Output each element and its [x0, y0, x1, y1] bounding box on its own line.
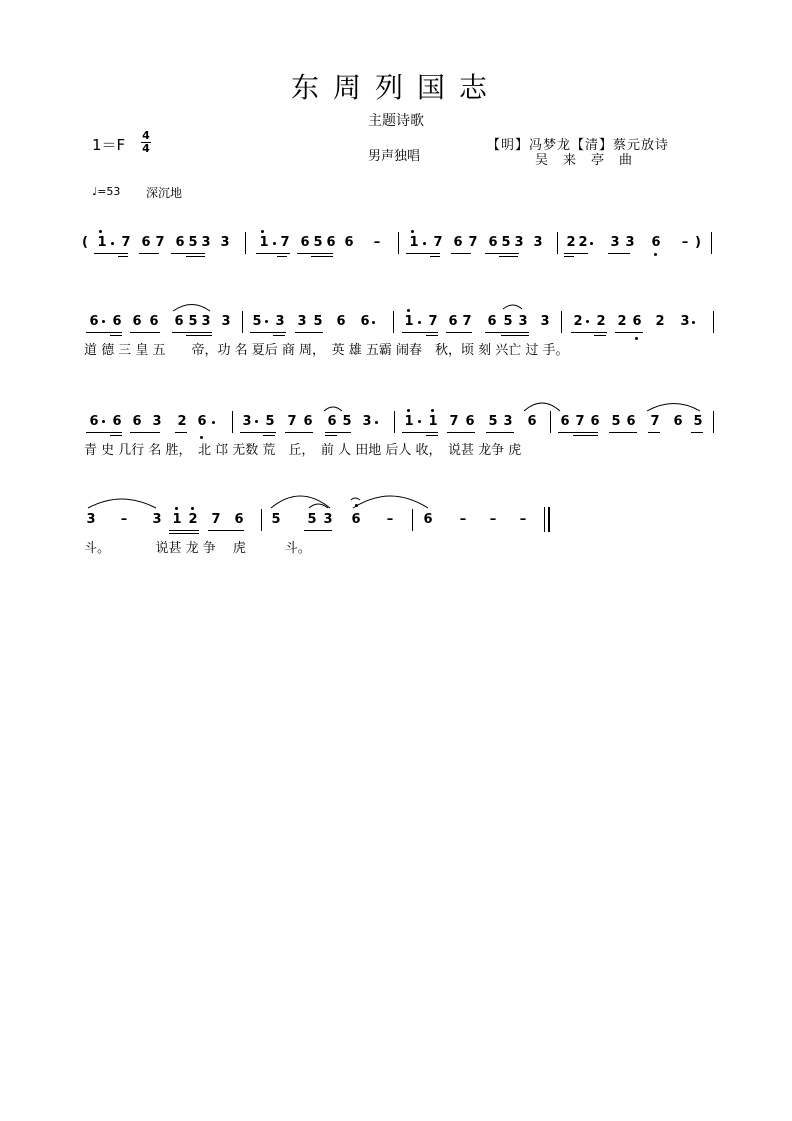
note-3-1: 6: [89, 414, 99, 429]
note-2-7: 3: [201, 314, 211, 329]
note-2-9: 5: [252, 314, 262, 329]
note-1-28: 3: [625, 235, 635, 250]
note-2-27: 2: [655, 314, 665, 329]
note-4-4: 1: [172, 512, 182, 527]
note-2-2: 6: [112, 314, 122, 329]
note-1-13: 5: [313, 235, 323, 250]
note-3-18: 5: [488, 414, 498, 429]
note-3-12: 5: [342, 414, 352, 429]
note-2-19: 6: [487, 314, 497, 329]
note-4-15: –: [489, 512, 497, 527]
note-3-10: 6: [303, 414, 313, 429]
note-1-15: 6: [344, 235, 354, 250]
note-1-31: ): [695, 235, 701, 250]
expression-marking: 深沉地: [146, 186, 183, 200]
note-1-5: 7: [155, 235, 165, 250]
note-2-16: 7: [428, 314, 438, 329]
lyrics-line-3: 青 史 几行 名 胜， 北 邙 无数 荒 丘， 前 人 田地 后人 收， 说甚 龙争 虎: [84, 443, 522, 458]
note-2-11: 3: [297, 314, 307, 329]
note-4-14: –: [459, 512, 467, 527]
note-4-1: 3: [86, 512, 96, 527]
note-2-20: 5: [503, 314, 513, 329]
note-1-6: 6: [175, 235, 185, 250]
note-4-2: –: [120, 512, 128, 527]
note-3-14: 1: [404, 414, 414, 429]
note-1-16: –: [373, 235, 381, 250]
note-1-18: 7: [433, 235, 443, 250]
note-4-3: 3: [152, 512, 162, 527]
note-3-6: 6: [197, 414, 207, 429]
note-2-21: 3: [518, 314, 528, 329]
note-1-21: 6: [488, 235, 498, 250]
note-2-26: 6: [632, 314, 642, 329]
note-2-1: 6: [89, 314, 99, 329]
note-3-24: 5: [611, 414, 621, 429]
note-3-2: 6: [112, 414, 122, 429]
note-3-19: 3: [503, 414, 513, 429]
lyricist-credit: 【明】冯梦龙【清】蔡元放诗: [487, 138, 670, 153]
note-2-17: 6: [448, 314, 458, 329]
note-3-26: 7: [650, 414, 660, 429]
note-1-4: 6: [141, 235, 151, 250]
note-3-15: 1: [428, 414, 438, 429]
note-3-8: 5: [265, 414, 275, 429]
note-3-23: 6: [590, 414, 600, 429]
note-1-26: 2: [578, 235, 588, 250]
lyrics-line-2: 道 德 三 皇 五 帝，功 名 夏后 商 周， 英 雄 五霸 闹春 秋，顷 刻 兴亡 过 手。: [84, 343, 569, 358]
note-3-21: 6: [560, 414, 570, 429]
note-2-10: 3: [275, 314, 285, 329]
note-2-13: 6: [336, 314, 346, 329]
note-3-20: 6: [527, 414, 537, 429]
quarter-note-icon: ♩: [92, 185, 98, 198]
note-1-3: 7: [121, 235, 131, 250]
note-1-7: 5: [188, 235, 198, 250]
note-4-11: 6: [351, 512, 361, 527]
note-1-8: 3: [201, 235, 211, 250]
note-4-13: 6: [423, 512, 433, 527]
note-1-9: 3: [220, 235, 230, 250]
note-1-1: (: [82, 235, 88, 250]
note-1-27: 3: [610, 235, 620, 250]
note-3-11: 6: [327, 414, 337, 429]
note-2-5: 6: [174, 314, 184, 329]
note-1-25: 2: [566, 235, 576, 250]
note-4-5: 2: [188, 512, 198, 527]
note-2-24: 2: [596, 314, 606, 329]
note-3-9: 7: [287, 414, 297, 429]
note-1-29: 6: [651, 235, 661, 250]
note-2-18: 7: [462, 314, 472, 329]
note-1-17: 1: [409, 235, 419, 250]
note-2-12: 5: [313, 314, 323, 329]
composer-credit: 吴 来 亭 曲: [535, 153, 634, 168]
note-4-9: 5: [307, 512, 317, 527]
song-title: 东周列国志: [290, 71, 501, 104]
note-2-28: 3: [680, 314, 690, 329]
note-4-7: 6: [234, 512, 244, 527]
note-3-28: 5: [693, 414, 703, 429]
note-2-6: 5: [188, 314, 198, 329]
note-3-4: 3: [152, 414, 162, 429]
note-4-10: 3: [323, 512, 333, 527]
note-3-5: 2: [177, 414, 187, 429]
note-1-10: 1: [259, 235, 269, 250]
note-2-15: 1: [404, 314, 414, 329]
note-2-4: 6: [149, 314, 159, 329]
lyrics-line-4: 斗。 说甚 龙 争 虎 斗。: [84, 541, 311, 556]
note-1-24: 3: [533, 235, 543, 250]
time-signature-bottom: 4: [142, 142, 150, 155]
note-3-27: 6: [673, 414, 683, 429]
note-1-30: –: [681, 235, 689, 250]
note-4-12: –: [386, 512, 394, 527]
voice-type: 男声独唱: [368, 149, 421, 164]
note-4-8: 5: [271, 512, 281, 527]
note-1-2: 1: [97, 235, 107, 250]
note-1-23: 3: [514, 235, 524, 250]
note-3-7: 3: [242, 414, 252, 429]
note-3-3: 6: [132, 414, 142, 429]
note-2-14: 6: [360, 314, 370, 329]
note-1-20: 7: [468, 235, 478, 250]
note-2-23: 2: [573, 314, 583, 329]
note-1-19: 6: [453, 235, 463, 250]
tempo-value: =53: [97, 185, 121, 198]
note-2-8: 3: [221, 314, 231, 329]
key-signature: 1＝F: [92, 136, 126, 154]
time-signature-top: 4: [142, 129, 150, 142]
note-3-17: 6: [465, 414, 475, 429]
note-1-11: 7: [280, 235, 290, 250]
note-2-22: 3: [540, 314, 550, 329]
song-subtitle: 主题诗歌: [368, 113, 424, 129]
note-1-22: 5: [501, 235, 511, 250]
note-2-25: 2: [617, 314, 627, 329]
note-4-16: –: [519, 512, 527, 527]
note-3-16: 7: [449, 414, 459, 429]
note-3-25: 6: [626, 414, 636, 429]
note-2-3: 6: [132, 314, 142, 329]
note-3-13: 3: [362, 414, 372, 429]
note-1-14: 6: [326, 235, 336, 250]
note-1-12: 6: [300, 235, 310, 250]
note-4-6: 7: [211, 512, 221, 527]
note-3-22: 7: [575, 414, 585, 429]
